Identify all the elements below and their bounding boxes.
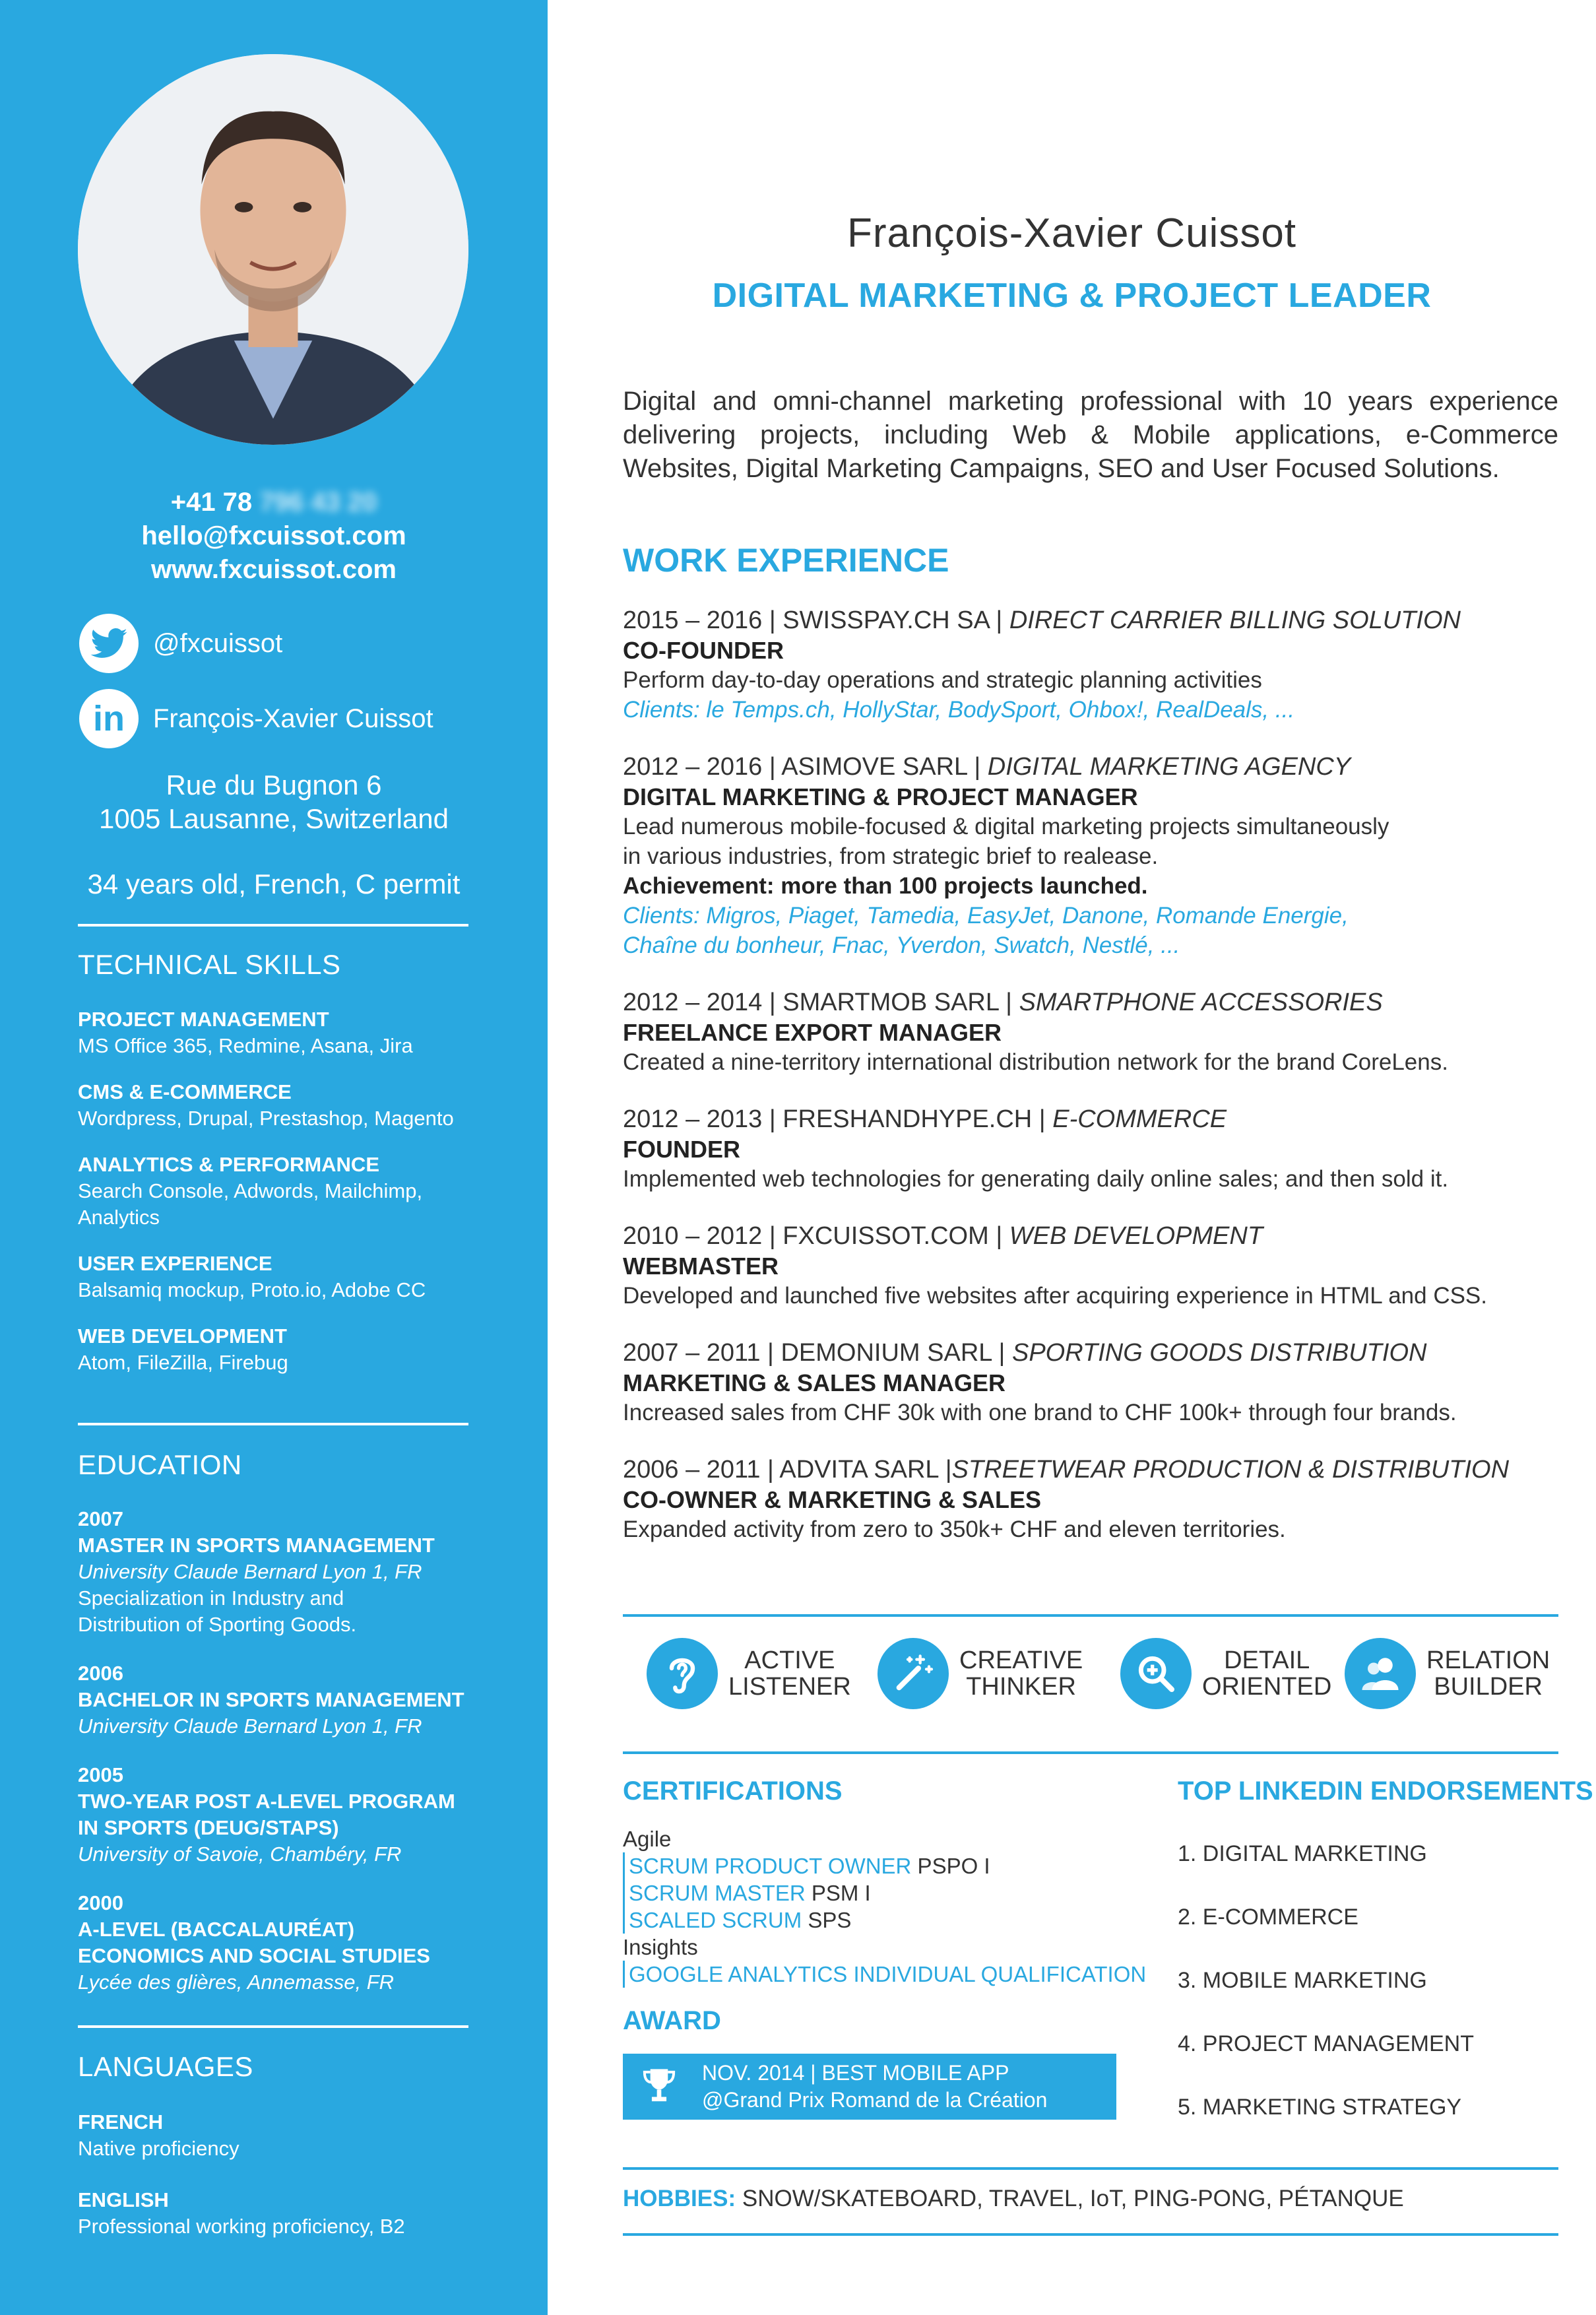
job-entry: 2006 – 2011 | ADVITA SARL |STREETWEAR PRODUCTION & DISTRIBUTION CO-OWNER & MARKETING & SALES Expanded activity from zero to 350k+ CHF and eleven territories. <box>623 1456 1510 1542</box>
endorsements-list <box>1178 1841 1574 2158</box>
endorsement-item: 1. DIGITAL MARKETING <box>1178 1841 1427 1866</box>
skill-item: PROJECT MANAGEMENT MS Office 365, Redmine, Asana, Jira <box>78 1008 413 1057</box>
job-entry: 2012 – 2016 | ASIMOVE SARL | DIGITAL MARKETING AGENCY DIGITAL MARKETING & PROJECT MANAGER Lead numerous mobile-focused & digital marketing projects simultaneously in various industries, from strategic brief to realease. Achievement: more than 100 projects launched. Clients: Migros, Piaget, Tamedia, EasyJet, Danone, Romande Energie, Chaîne du bonheur, Fnac, Yverdon, Swatch, Nestlé, ... <box>623 753 1389 958</box>
candidate-name: François-Xavier Cuissot <box>846 211 1297 256</box>
email-link[interactable]: hello@fxcuissot.com <box>141 521 406 550</box>
job-entry: 2012 – 2013 | FRESHANDHYPE.CH | E-COMMERCE FOUNDER Implemented web technologies for generating daily online sales; and then sold it. <box>623 1105 1449 1192</box>
cert-item: GOOGLE ANALYTICS INDIVIDUAL QUALIFICATION <box>623 1961 1151 1988</box>
phone-number[interactable]: +41 78 796 43 20 <box>170 488 377 517</box>
sidebar-divider <box>78 1423 468 1425</box>
education-item: 2006 BACHELOR IN SPORTS MANAGEMENT University Claude Bernard Lyon 1, FR <box>78 1662 464 1738</box>
profile-photo <box>78 54 468 445</box>
linkedin-name: François-Xavier Cuissot <box>153 703 433 733</box>
quality-creative-thinker: CREATIVE THINKER <box>878 1638 1083 1709</box>
education-item: 2000 A-LEVEL (BACCALAURÉAT) ECONOMICS AND SOCIAL STUDIES Lycée des glières, Annemasse, FR <box>78 1891 430 1994</box>
twitter-link[interactable] <box>79 614 282 673</box>
cert-item: SCRUM PRODUCT OWNER PSPO I <box>623 1852 1151 1879</box>
sidebar-divider <box>78 924 468 927</box>
linkedin-icon: in <box>79 689 139 748</box>
sidebar-divider <box>78 2025 468 2028</box>
ear-icon <box>647 1638 718 1709</box>
education-item: 2005 TWO-YEAR POST A-LEVEL PROGRAM IN SPORTS (DEUG/STAPS) University of Savoie, Chambéry, FR <box>78 1763 455 1866</box>
quality-active-listener: ACTIVE LISTENER <box>647 1638 851 1709</box>
job-entry: 2012 – 2014 | SMARTMOB SARL | SMARTPHONE ACCESSORIES FREELANCE EXPORT MANAGER Created a nine-territory international distribution network for the brand CoreLens. <box>623 989 1448 1075</box>
job-entry: 2010 – 2012 | FXCUISSOT.COM | WEB DEVELOPMENT WEBMASTER Developed and launched five websites after acquiring experience in HTML and CSS. <box>623 1222 1488 1309</box>
hobbies-label: HOBBIES: <box>623 2186 736 2211</box>
website-link[interactable]: www.fxcuissot.com <box>151 555 397 584</box>
award-event: @Grand Prix Romand de la Création <box>702 2088 1048 2112</box>
endorsement-item: 4. PROJECT MANAGEMENT <box>1178 2031 1474 2056</box>
education-heading: EDUCATION <box>78 1449 242 1480</box>
quality-detail-oriented: DETAIL ORIENTED <box>1120 1638 1331 1709</box>
skills-list <box>78 1006 474 1396</box>
profile-summary: Digital and omni-channel marketing professional with 10 years experience delivering projects, including Web & Mobile applications, e-Commerce Websites, Digital Marketing Campaigns, SEO and User Focused Solutions. <box>623 387 1558 483</box>
endorsement-item: 5. MARKETING STRATEGY <box>1178 2095 1462 2120</box>
endorsement-item: 2. E-COMMERCE <box>1178 1905 1358 1930</box>
certifications-list: Agile SCRUM PRODUCT OWNER PSPO I SCRUM MASTER PSM I SCALED SCRUM SPS Insights GOOGLE ANALYTICS INDIVIDUAL QUALIFICATION <box>623 1825 1151 1988</box>
trophy-icon <box>629 2066 689 2107</box>
linkedin-link[interactable] <box>79 689 433 748</box>
skill-item: WEB DEVELOPMENT Atom, FileZilla, Firebug <box>78 1324 288 1374</box>
section-divider <box>623 2233 1558 2236</box>
twitter-handle: @fxcuissot <box>153 628 283 658</box>
skill-item: ANALYTICS & PERFORMANCE Search Console, Adwords, Mailchimp, Analytics <box>78 1153 423 1229</box>
sidebar <box>0 0 548 2315</box>
section-divider <box>623 1751 1558 1754</box>
people-icon <box>1345 1638 1416 1709</box>
award-box <box>623 2054 1116 2120</box>
skills-heading: TECHNICAL SKILLS <box>78 949 341 980</box>
endorsements-heading: TOP LINKEDIN ENDORSEMENTS <box>1178 1777 1593 1806</box>
experience-heading: WORK EXPERIENCE <box>623 542 949 579</box>
address-line-1: Rue du Bugnon 6 <box>166 769 382 800</box>
quality-relation-builder: RELATION BUILDER <box>1345 1638 1550 1709</box>
skill-item: USER EXPERIENCE Balsamiq mockup, Proto.io, Adobe CC <box>78 1252 426 1301</box>
job-entry: 2015 – 2016 | SWISSPAY.CH SA | DIRECT CARRIER BILLING SOLUTION CO-FOUNDER Perform day-to-day operations and strategic planning activities Clients: le Temps.ch, HollyStar, BodySport, Ohbox!, RealDeals, ... <box>623 606 1461 723</box>
job-entry: 2007 – 2011 | DEMONIUM SARL | SPORTING GOODS DISTRIBUTION MARKETING & SALES MANAGER Increased sales from CHF 30k with one brand to CHF 100k+ through four brands. <box>623 1339 1457 1425</box>
languages-heading: LANGUAGES <box>78 2051 253 2082</box>
personal-info: 34 years old, French, C permit <box>87 868 461 899</box>
candidate-role: DIGITAL MARKETING & PROJECT LEADER <box>712 277 1432 315</box>
cert-item: SCRUM MASTER PSM I <box>623 1879 1151 1907</box>
endorsement-item: 3. MOBILE MARKETING <box>1178 1968 1427 1993</box>
twitter-icon <box>79 614 139 673</box>
education-item: 2007 MASTER IN SPORTS MANAGEMENT University Claude Bernard Lyon 1, FR Specialization in Industry and Distribution of Sporting Goods. <box>78 1507 435 1636</box>
address-line-2: 1005 Lausanne, Switzerland <box>98 803 449 834</box>
language-item: ENGLISH Professional working proficiency, B2 <box>78 2188 405 2238</box>
education-list <box>78 1506 500 2018</box>
magic-wand-icon <box>878 1638 949 1709</box>
skill-item: CMS & E-COMMERCE Wordpress, Drupal, Prestashop, Magento <box>78 1080 454 1130</box>
hobbies <box>623 2186 1404 2212</box>
certifications-heading: CERTIFICATIONS <box>623 1777 843 1806</box>
languages-list <box>78 2109 500 2265</box>
language-item: FRENCH Native proficiency <box>78 2110 239 2160</box>
section-divider <box>623 1614 1558 1617</box>
award-heading: AWARD <box>623 2006 721 2035</box>
magnifier-icon <box>1120 1638 1192 1709</box>
section-divider <box>623 2167 1558 2170</box>
experience-list <box>623 606 1586 1572</box>
portrait-illustration <box>78 54 468 445</box>
award-title: NOV. 2014 | BEST MOBILE APP <box>702 2061 1009 2085</box>
hobbies-text: SNOW/SKATEBOARD, TRAVEL, IoT, PING-PONG, PÉTANQUE <box>736 2186 1404 2211</box>
cert-item: SCALED SCRUM SPS <box>623 1907 1151 1934</box>
phone-redacted: 796 43 20 <box>259 488 377 517</box>
